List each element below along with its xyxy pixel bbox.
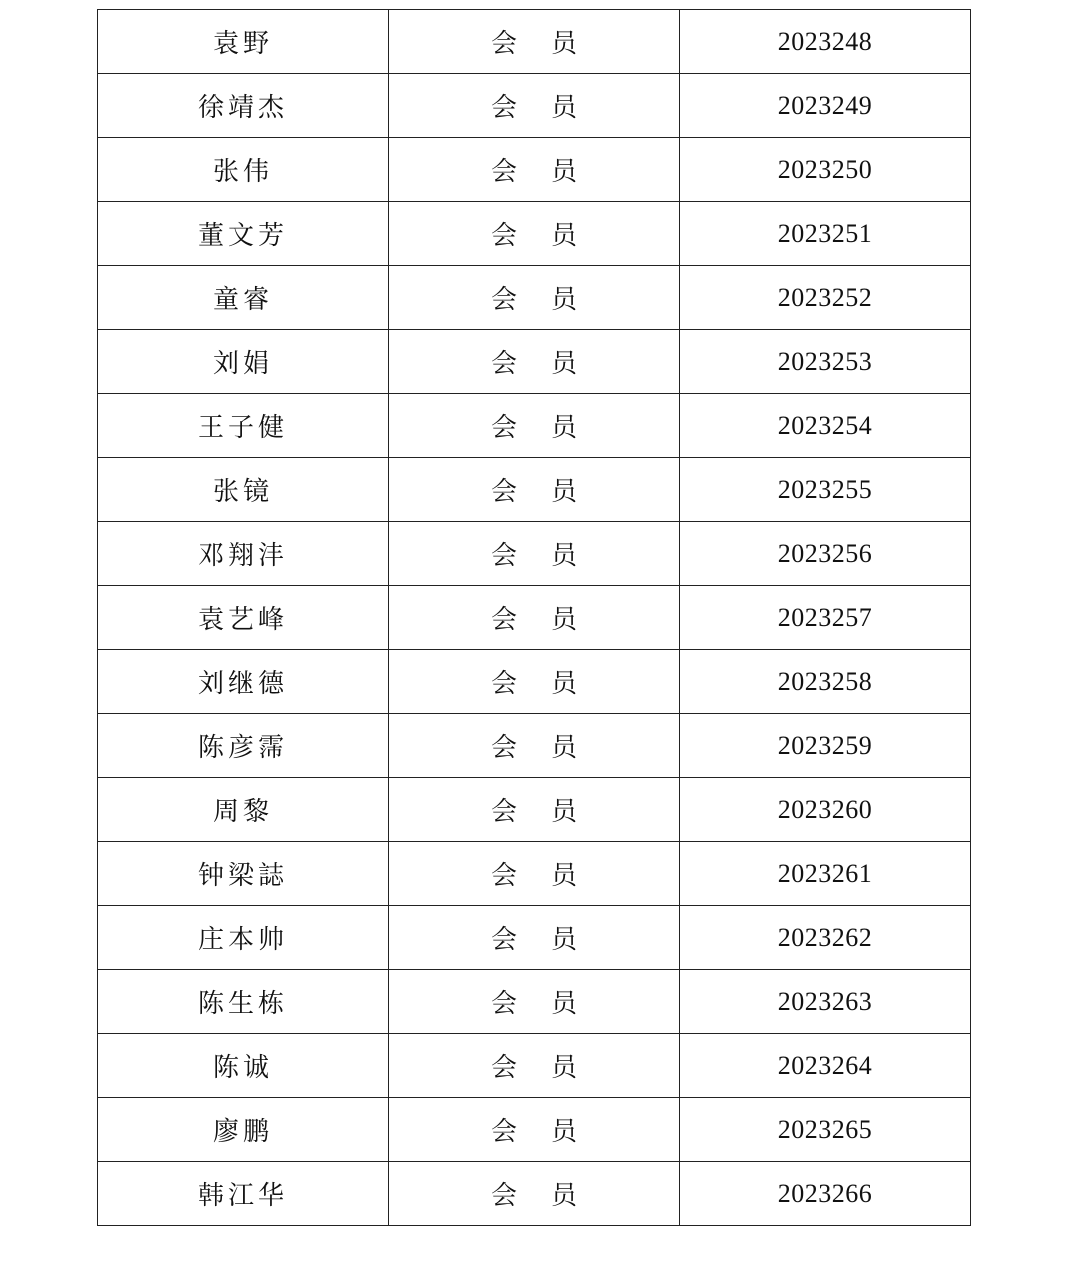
role-char: 会 [490, 349, 517, 379]
table-row [98, 842, 971, 906]
member-name: 张镜 [98, 458, 389, 522]
role-char: 员 [551, 29, 578, 59]
table-body [98, 10, 971, 1226]
member-id: 2023261 [680, 842, 971, 906]
role-char: 员 [551, 1053, 578, 1083]
member-name: 童睿 [98, 266, 389, 330]
member-id: 2023252 [680, 266, 971, 330]
member-name: 邓翔沣 [98, 522, 389, 586]
role-char: 会 [490, 157, 517, 187]
member-name: 袁艺峰 [98, 586, 389, 650]
role-char: 员 [551, 221, 578, 251]
member-role [389, 1098, 680, 1162]
member-role [389, 906, 680, 970]
member-role [389, 202, 680, 266]
table-row [98, 650, 971, 714]
member-role [389, 138, 680, 202]
role-char: 员 [551, 477, 578, 507]
member-name: 周黎 [98, 778, 389, 842]
role-char: 员 [551, 925, 578, 955]
member-role [389, 330, 680, 394]
member-name: 张伟 [98, 138, 389, 202]
role-char: 会 [490, 925, 517, 955]
member-role [389, 1162, 680, 1226]
role-char: 员 [551, 989, 578, 1019]
member-role [389, 522, 680, 586]
role-char: 员 [551, 285, 578, 315]
member-id: 2023248 [680, 10, 971, 74]
role-char: 员 [551, 93, 578, 123]
member-role [389, 970, 680, 1034]
member-role [389, 394, 680, 458]
table-row [98, 1098, 971, 1162]
table-row [98, 394, 971, 458]
member-id: 2023260 [680, 778, 971, 842]
member-id: 2023256 [680, 522, 971, 586]
member-role [389, 74, 680, 138]
member-role [389, 778, 680, 842]
role-char: 会 [490, 477, 517, 507]
role-char: 会 [490, 669, 517, 699]
member-name: 董文芳 [98, 202, 389, 266]
table-row [98, 778, 971, 842]
role-char: 会 [490, 1181, 517, 1211]
member-name: 刘娟 [98, 330, 389, 394]
table-row [98, 74, 971, 138]
member-name: 廖鹏 [98, 1098, 389, 1162]
member-id: 2023253 [680, 330, 971, 394]
member-name: 陈诚 [98, 1034, 389, 1098]
role-char: 会 [490, 861, 517, 891]
member-id: 2023251 [680, 202, 971, 266]
role-char: 会 [490, 93, 517, 123]
member-id: 2023264 [680, 1034, 971, 1098]
table-row [98, 330, 971, 394]
member-name: 陈生栋 [98, 970, 389, 1034]
member-id: 2023259 [680, 714, 971, 778]
role-char: 员 [551, 733, 578, 763]
member-role [389, 266, 680, 330]
role-char: 员 [551, 413, 578, 443]
member-name: 王子健 [98, 394, 389, 458]
member-name: 庄本帅 [98, 906, 389, 970]
table-row [98, 522, 971, 586]
role-char: 员 [551, 669, 578, 699]
role-char: 会 [490, 413, 517, 443]
member-name: 袁野 [98, 10, 389, 74]
role-char: 会 [490, 541, 517, 571]
role-char: 会 [490, 29, 517, 59]
member-id: 2023262 [680, 906, 971, 970]
member-role [389, 458, 680, 522]
table-row [98, 202, 971, 266]
member-name: 韩江华 [98, 1162, 389, 1226]
role-char: 员 [551, 1181, 578, 1211]
member-id: 2023255 [680, 458, 971, 522]
role-char: 会 [490, 797, 517, 827]
table-row [98, 266, 971, 330]
table-row [98, 714, 971, 778]
member-id: 2023257 [680, 586, 971, 650]
member-id: 2023263 [680, 970, 971, 1034]
member-role [389, 714, 680, 778]
role-char: 会 [490, 1117, 517, 1147]
role-char: 员 [551, 605, 578, 635]
member-name: 钟梁誌 [98, 842, 389, 906]
member-role [389, 10, 680, 74]
role-char: 会 [490, 221, 517, 251]
role-char: 员 [551, 1117, 578, 1147]
table-row [98, 10, 971, 74]
role-char: 会 [490, 1053, 517, 1083]
table-row [98, 1162, 971, 1226]
member-id: 2023258 [680, 650, 971, 714]
member-id: 2023266 [680, 1162, 971, 1226]
member-id: 2023249 [680, 74, 971, 138]
role-char: 员 [551, 541, 578, 571]
member-name: 徐靖杰 [98, 74, 389, 138]
role-char: 员 [551, 349, 578, 379]
member-role [389, 842, 680, 906]
member-id: 2023254 [680, 394, 971, 458]
table-row [98, 586, 971, 650]
role-char: 会 [490, 989, 517, 1019]
member-id: 2023250 [680, 138, 971, 202]
role-char: 员 [551, 861, 578, 891]
member-id: 2023265 [680, 1098, 971, 1162]
table-row [98, 970, 971, 1034]
table-row [98, 906, 971, 970]
member-name: 陈彦霈 [98, 714, 389, 778]
member-role [389, 650, 680, 714]
table-row [98, 1034, 971, 1098]
member-table [97, 9, 971, 1226]
role-char: 员 [551, 797, 578, 827]
member-name: 刘继德 [98, 650, 389, 714]
table-row [98, 138, 971, 202]
role-char: 员 [551, 157, 578, 187]
role-char: 会 [490, 285, 517, 315]
role-char: 会 [490, 733, 517, 763]
member-role [389, 586, 680, 650]
table-row [98, 458, 971, 522]
member-role [389, 1034, 680, 1098]
role-char: 会 [490, 605, 517, 635]
